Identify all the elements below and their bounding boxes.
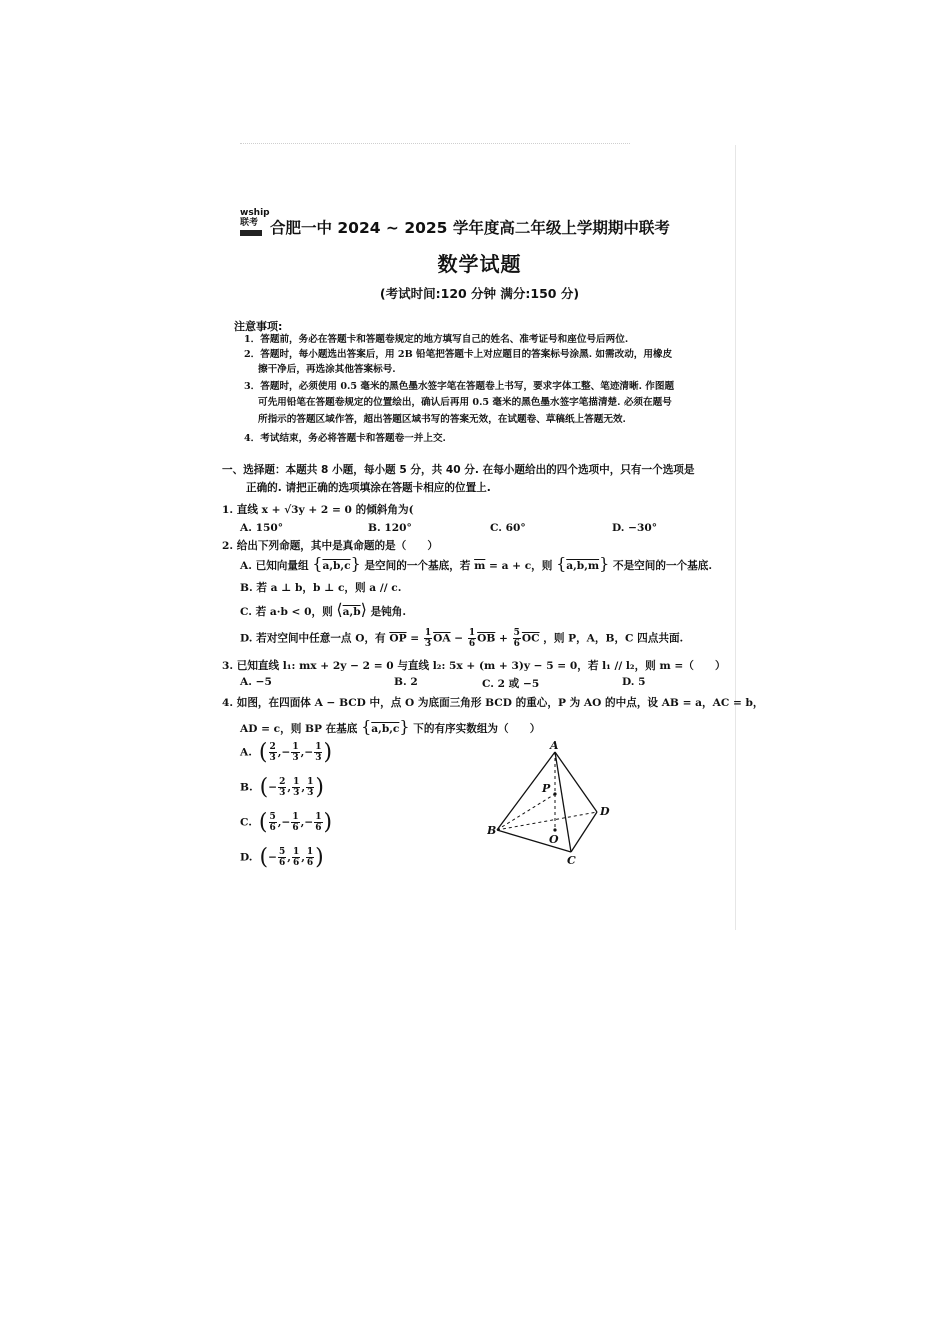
numerator: 1 bbox=[424, 628, 432, 638]
question-4-option bbox=[240, 740, 332, 765]
right-brace: } bbox=[399, 717, 410, 736]
question-1-option-d: D. −30° bbox=[612, 522, 658, 534]
fraction bbox=[278, 847, 286, 868]
numerator: 1 bbox=[292, 742, 299, 752]
q2d-vector-op: $\overline{OP}$ bbox=[389, 632, 407, 645]
question-1-option-b: B. 120° bbox=[368, 522, 412, 534]
left-paren: ( bbox=[252, 775, 269, 800]
q2c-vector-pair: a,b bbox=[342, 606, 361, 618]
notice-item: 2．答题时，每小题选出答案后，用 2B 铅笔把答题卡上对应题目的答案标号涂黑. 如需改动，用橡皮 bbox=[244, 349, 673, 360]
denominator: 3 bbox=[293, 788, 300, 798]
right-brace: } bbox=[350, 554, 361, 573]
numerator: 2 bbox=[269, 742, 276, 752]
comma: , bbox=[300, 746, 305, 759]
right-paren: ) bbox=[315, 845, 324, 870]
denominator: 6 bbox=[292, 858, 300, 868]
point-p bbox=[553, 792, 556, 795]
point-o bbox=[553, 828, 556, 831]
left-brace: { bbox=[361, 717, 372, 736]
page-title: 合肥一中 2024 ~ 2025 学年度高二年级上学期期中联考 bbox=[270, 219, 670, 237]
question-3-option-b: B. 2 bbox=[394, 676, 418, 688]
sign: − bbox=[268, 851, 277, 864]
numerator: 1 bbox=[306, 847, 314, 857]
denominator: 6 bbox=[292, 823, 299, 833]
denominator: 3 bbox=[279, 788, 286, 798]
numerator: 1 bbox=[307, 777, 314, 787]
q2d-plus: + bbox=[499, 632, 508, 645]
question-3-option-a: A. −5 bbox=[240, 676, 272, 688]
numerator: 1 bbox=[468, 628, 476, 638]
right-paren: ) bbox=[323, 810, 333, 835]
q2d-vector-oa: $\overline{OA}$ bbox=[433, 632, 451, 645]
question-4-option bbox=[240, 775, 324, 800]
denominator: 3 bbox=[315, 753, 322, 763]
left-paren: ( bbox=[251, 810, 268, 835]
question-3-option-d: D. 5 bbox=[622, 676, 646, 688]
q2a-vector-m: $\overline{m}$ bbox=[474, 560, 486, 572]
label-b: B bbox=[487, 824, 497, 837]
edge-bd-hidden bbox=[497, 812, 597, 830]
label-o: O bbox=[549, 833, 559, 846]
option-label: A. bbox=[240, 746, 252, 759]
numerator: 5 bbox=[278, 847, 286, 857]
comma: , bbox=[277, 816, 282, 829]
notice-item: 可先用铅笔在答题卷规定的位置绘出，确认后再用 0.5 毫米的黑色墨水签字笔描清楚. 必须在题号 bbox=[258, 397, 672, 408]
denominator: 6 bbox=[269, 823, 276, 833]
numerator: 5 bbox=[269, 812, 276, 822]
fraction bbox=[292, 847, 300, 868]
right-angle: ⟩ bbox=[360, 600, 367, 619]
q2a-equation: = a + c，则 bbox=[489, 560, 553, 572]
numerator: 1 bbox=[292, 847, 300, 857]
section-heading: 一、选择题：本题共 8 小题，每小题 5 分，共 40 分. 在每小题给出的四个选项中，只有一个选项是 bbox=[222, 464, 695, 476]
q2a-prefix: A. 已知向量组 bbox=[240, 560, 309, 572]
sign: − bbox=[304, 816, 314, 829]
q2d-suffix: ，则 P，A，B，C 四点共面. bbox=[543, 632, 684, 645]
q4-basis-set: a,b,c bbox=[371, 723, 400, 735]
question-1-option-a: A. 150° bbox=[240, 522, 284, 534]
exam-page bbox=[222, 140, 764, 930]
edge-cd bbox=[571, 812, 597, 852]
comma: , bbox=[301, 781, 306, 794]
q2d-vector-oc: $\overline{OC}$ bbox=[521, 632, 540, 645]
fraction bbox=[424, 628, 432, 649]
sign: − bbox=[304, 746, 314, 759]
comma: , bbox=[300, 816, 305, 829]
question-2-stem: 2. 给出下列命题，其中是真命题的是（ ） bbox=[222, 540, 439, 552]
q2d-minus: − bbox=[454, 632, 464, 645]
denominator: 6 bbox=[306, 858, 314, 868]
q2a-suffix: 不是空间的一个基底. bbox=[613, 560, 713, 572]
right-paren: ) bbox=[323, 740, 333, 765]
denominator: 3 bbox=[292, 753, 299, 763]
question-4-stem-line2 bbox=[240, 717, 540, 736]
comma: , bbox=[287, 781, 292, 794]
numerator: 1 bbox=[293, 777, 300, 787]
edge-ad bbox=[555, 752, 597, 812]
denominator: 6 bbox=[468, 639, 476, 649]
q2d-vector-ob: $\overline{OB}$ bbox=[477, 632, 496, 645]
left-brace: { bbox=[556, 554, 567, 573]
edge-bc bbox=[497, 830, 571, 852]
denominator: 3 bbox=[307, 788, 314, 798]
q2a-vector-set: a,b,c bbox=[322, 560, 351, 572]
fraction bbox=[306, 777, 314, 798]
comma: , bbox=[301, 851, 305, 864]
q4-line2-suffix: 下的有序实数组为（ ） bbox=[413, 723, 541, 735]
sign: − bbox=[281, 746, 291, 759]
tetrahedron-figure bbox=[487, 740, 617, 865]
fraction bbox=[314, 742, 322, 763]
fraction bbox=[291, 812, 299, 833]
notice-item: 4．考试结束，务必将答题卡和答题卷一并上交. bbox=[244, 433, 446, 444]
numerator: 5 bbox=[513, 628, 520, 638]
question-2-option-c bbox=[240, 600, 406, 619]
question-1-option-c: C. 60° bbox=[490, 522, 526, 534]
right-brace: } bbox=[599, 554, 610, 573]
logo-sub: 联考 bbox=[240, 218, 259, 228]
q2c-suffix: 是钝角. bbox=[370, 606, 407, 618]
fraction bbox=[513, 628, 521, 649]
notice-item: 1．答题前，务必在答题卡和答题卷规定的地方填写自己的姓名、准考证号和座位号后两位. bbox=[244, 334, 629, 345]
label-p: P bbox=[542, 782, 551, 795]
notice-item: 擦干净后，再选涂其他答案标号. bbox=[258, 364, 396, 375]
question-3-stem: 3. 已知直线 l₁: mx + 2y − 2 = 0 与直线 l₂: 5x + (m + 3)y − 5 = 0，若 l₁ // l₂，则 m =（ ） bbox=[222, 660, 726, 672]
fraction bbox=[292, 777, 300, 798]
question-4-stem-line1: 4. 如图，在四面体 A − BCD 中，点 O 为底面三角形 BCD 的重心，P 为 AO 的中点，设 AB = a，AC = b， bbox=[222, 697, 764, 709]
page-subtitle: 数学试题 bbox=[437, 252, 522, 276]
q2a-vector-set-2: a,b,m bbox=[566, 560, 600, 572]
fraction bbox=[468, 628, 476, 649]
comma: , bbox=[287, 851, 291, 864]
question-2-option-d bbox=[240, 628, 683, 649]
left-paren: ( bbox=[252, 845, 269, 870]
q4-line2-prefix: AD = c，则 BP 在基底 bbox=[240, 723, 358, 735]
label-c: C bbox=[567, 854, 576, 865]
fraction bbox=[278, 777, 286, 798]
fraction bbox=[269, 742, 277, 763]
label-a: A bbox=[550, 740, 559, 752]
denominator: 3 bbox=[424, 639, 432, 649]
logo-bar bbox=[240, 230, 262, 236]
sign: − bbox=[268, 781, 278, 794]
notice-item: 所指示的答题区域作答，超出答题区域书写的答案无效，在试题卷、草稿纸上答题无效. bbox=[258, 414, 626, 425]
numerator: 1 bbox=[292, 812, 299, 822]
segment-bp bbox=[497, 794, 555, 830]
numerator: 1 bbox=[315, 742, 322, 752]
notice-item: 3．答题时，必须使用 0.5 毫米的黑色墨水签字笔在答题卷上书写，要求字体工整、笔迹清晰. 作图题 bbox=[244, 381, 675, 392]
q2d-prefix: D. 若对空间中任意一点 O，有 bbox=[240, 632, 386, 645]
comma: , bbox=[277, 746, 282, 759]
header-logo bbox=[240, 208, 270, 244]
fraction bbox=[306, 847, 314, 868]
question-2-option-a bbox=[240, 554, 712, 573]
question-4-option bbox=[240, 845, 324, 870]
question-4-option bbox=[240, 810, 332, 835]
denominator: 6 bbox=[315, 823, 322, 833]
exam-info: (考试时间:120 分钟 满分:150 分) bbox=[379, 286, 580, 301]
fraction bbox=[269, 812, 277, 833]
fraction bbox=[314, 812, 322, 833]
label-d: D bbox=[600, 805, 610, 818]
question-2-option-b: B. 若 a ⊥ b，b ⊥ c，则 a // c. bbox=[240, 582, 402, 594]
denominator: 6 bbox=[278, 858, 286, 868]
left-brace: { bbox=[312, 554, 323, 573]
denominator: 3 bbox=[269, 753, 276, 763]
option-label: D. bbox=[240, 851, 253, 864]
sign: − bbox=[281, 816, 291, 829]
q2a-middle: 是空间的一个基底，若 bbox=[364, 560, 471, 572]
right-paren: ) bbox=[315, 775, 324, 800]
numerator: 2 bbox=[279, 777, 286, 787]
q2d-equals: = bbox=[410, 632, 420, 645]
left-angle: ⟨ bbox=[336, 600, 343, 619]
notice-heading: 注意事项: bbox=[234, 320, 283, 333]
section-instruction: 正确的. 请把正确的选项填涂在答题卡相应的位置上. bbox=[246, 482, 491, 494]
option-label: C. bbox=[240, 816, 252, 829]
fraction bbox=[291, 742, 299, 763]
logo-text: wship bbox=[240, 208, 270, 218]
left-paren: ( bbox=[251, 740, 268, 765]
question-1-stem: 1. 直线 x + √3y + 2 = 0 的倾斜角为( bbox=[222, 504, 414, 516]
numerator: 1 bbox=[315, 812, 322, 822]
option-label: B. bbox=[240, 781, 253, 794]
q2c-prefix: C. 若 a·b < 0，则 bbox=[240, 606, 333, 618]
question-3-option-c: C. 2 或 −5 bbox=[482, 678, 540, 690]
denominator: 6 bbox=[513, 639, 520, 649]
